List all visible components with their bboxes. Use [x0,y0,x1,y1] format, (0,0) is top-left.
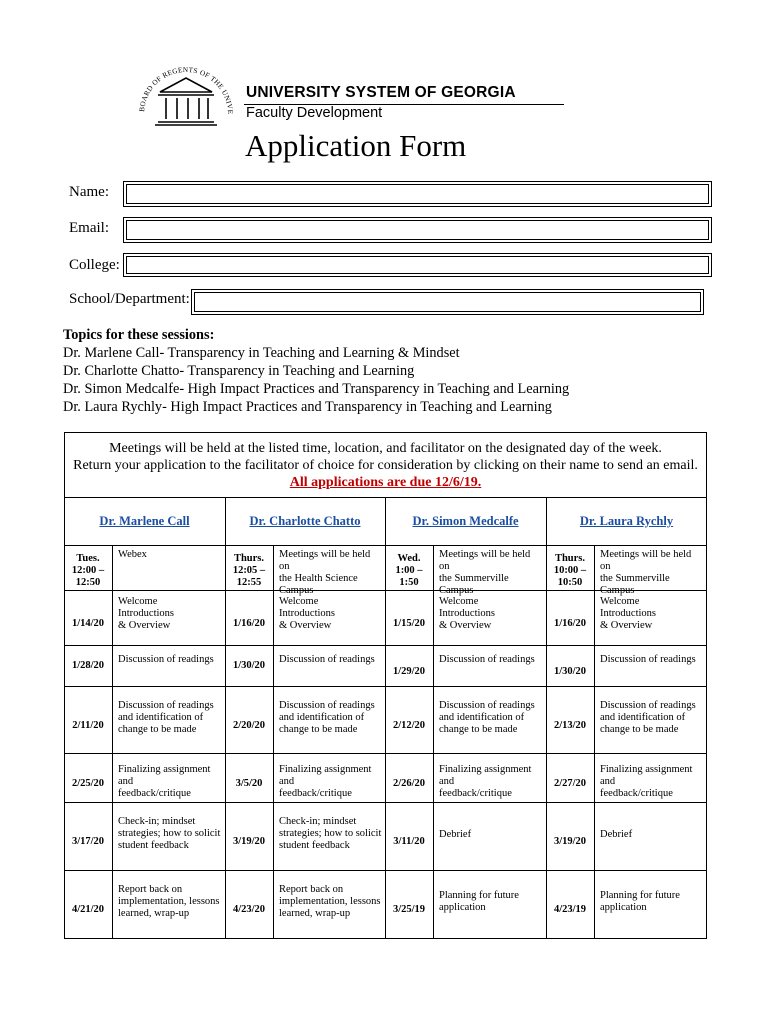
date-divider [594,545,595,938]
session-description: Planning for future application [439,890,519,913]
session-description: Discussion of readings and identification of change to be made [439,699,535,735]
session-description: Welcome Introductions & Overview [600,596,656,631]
session-description: Welcome Introductions & Overview [439,596,495,631]
session-description: Discussion of readings and identification of change to be made [600,699,696,735]
session-description: Welcome Introductions & Overview [118,596,174,631]
session-description: Report back on implementation, lessons learned, wrap-up [279,884,381,919]
session-description: Meetings will be held on the Summerville Campus [600,549,692,596]
session-description: Meetings will be held on the Health Science Campus [279,549,371,596]
session-description: Finalizing assignment and feedback/critique [118,763,211,799]
session-date: 4/23/20 [232,904,266,915]
org-subtitle: Faculty Development [246,105,383,121]
row-divider [64,870,707,871]
session-date: Thurs. 12:05 – 12:55 [232,553,266,588]
svg-text:BOARD OF REGENTS OF THE UNIVER [128,62,234,115]
session-description: Discussion of readings [600,654,696,665]
session-description: Check-in; mindset strategies; how to solicit student feedback [118,816,221,851]
session-description: Check-in; mindset strategies; how to solicit student feedback [279,816,382,851]
session-date: 3/11/20 [393,836,425,847]
school-label: School/Department: [69,291,190,307]
school-field[interactable] [191,289,704,315]
email-field[interactable] [123,217,712,243]
session-date: 1/16/20 [553,617,587,629]
session-date: 2/26/20 [392,777,426,789]
session-description: Discussion of readings [279,654,375,665]
session-date: 2/11/20 [72,719,104,731]
name-label: Name: [69,184,109,200]
session-date: 3/19/20 [553,836,587,847]
session-description: Debrief [439,829,472,840]
session-date: 4/21/20 [71,904,105,915]
session-description: Debrief [600,829,633,840]
topic-item: Dr. Charlotte Chatto- Transparency in Teaching and Learning [63,363,415,379]
row-divider [64,545,707,546]
session-date: 2/25/20 [71,777,105,789]
college-label: College: [69,257,120,273]
session-description: Meetings will be held on the Summerville Campus [439,549,531,596]
session-date: 1/16/20 [232,617,266,629]
session-date: 1/15/20 [392,617,426,629]
facilitator-link[interactable]: Dr. Simon Medcalfe [412,514,519,528]
session-date: Wed. 1:00 – 1:50 [395,553,423,588]
facilitator-link[interactable]: Dr. Charlotte Chatto [249,514,361,528]
session-date: 3/5/20 [235,777,263,789]
notice-line-1: Meetings will be held at the listed time, location, and facilitator on the designated day of the week. [109,441,662,456]
session-date: 1/30/20 [553,665,587,677]
seal-text: BOARD OF REGENTS OF THE UNIVE [138,65,235,115]
session-description: Discussion of readings [118,654,214,665]
row-divider [64,686,707,687]
email-label: Email: [69,220,109,236]
date-divider [433,545,434,938]
session-date: 4/23/19 [553,904,587,915]
session-description: Welcome Introductions & Overview [279,596,335,631]
due-date-notice: All applications are due 12/6/19. [289,475,482,490]
facilitator-link[interactable]: Dr. Marlene Call [99,514,190,528]
org-title: UNIVERSITY SYSTEM OF GEORGIA [246,84,516,101]
session-description: Finalizing assignment and feedback/critique [600,763,693,799]
notice-line-2: Return your application to the facilitator of choice for consideration by clicking on their name to send an email. [73,458,698,473]
date-divider [112,545,113,938]
row-divider [64,645,707,646]
session-date: 3/25/19 [392,904,426,915]
topic-item: Dr. Laura Rychly- High Impact Practices and Transparency in Teaching and Learning [63,399,552,415]
topics-heading: Topics for these sessions: [63,327,215,343]
session-date: Tues. 12:00 – 12:50 [71,553,105,588]
date-divider [273,545,274,938]
session-date: 1/29/20 [392,665,426,677]
name-field[interactable] [123,181,712,207]
row-divider [64,802,707,803]
session-date: 1/28/20 [71,660,105,671]
session-date: 2/27/20 [553,777,587,789]
session-date: 2/12/20 [392,719,426,731]
topic-item: Dr. Simon Medcalfe- High Impact Practices and Transparency in Teaching and Learning [63,381,570,397]
schedule-notice [64,440,707,491]
session-description: Webex [118,549,147,560]
topic-item: Dr. Marlene Call- Transparency in Teaching and Learning & Mindset [63,345,460,361]
session-date: 3/19/20 [232,836,266,847]
session-description: Discussion of readings [439,654,535,665]
session-date: 2/20/20 [232,719,266,731]
topics-section [63,326,569,416]
session-description: Finalizing assignment and feedback/critique [439,763,532,799]
session-date: 1/30/20 [232,660,266,671]
college-field[interactable] [123,253,712,277]
university-seal-logo [128,62,246,144]
session-description: Planning for future application [600,890,680,913]
session-date: 1/14/20 [71,617,105,629]
session-description: Finalizing assignment and feedback/critique [279,763,372,799]
session-description: Discussion of readings and identification of change to be made [118,699,214,735]
row-divider [64,753,707,754]
session-date: Thurs. 10:00 – 10:50 [553,553,587,588]
row-divider [64,590,707,591]
session-date: 3/17/20 [71,836,105,847]
session-date: 2/13/20 [553,719,587,731]
form-title: Application Form [245,128,467,163]
session-description: Discussion of readings and identification of change to be made [279,699,375,735]
session-description: Report back on implementation, lessons learned, wrap-up [118,884,220,919]
facilitator-link[interactable]: Dr. Laura Rychly [579,514,674,528]
